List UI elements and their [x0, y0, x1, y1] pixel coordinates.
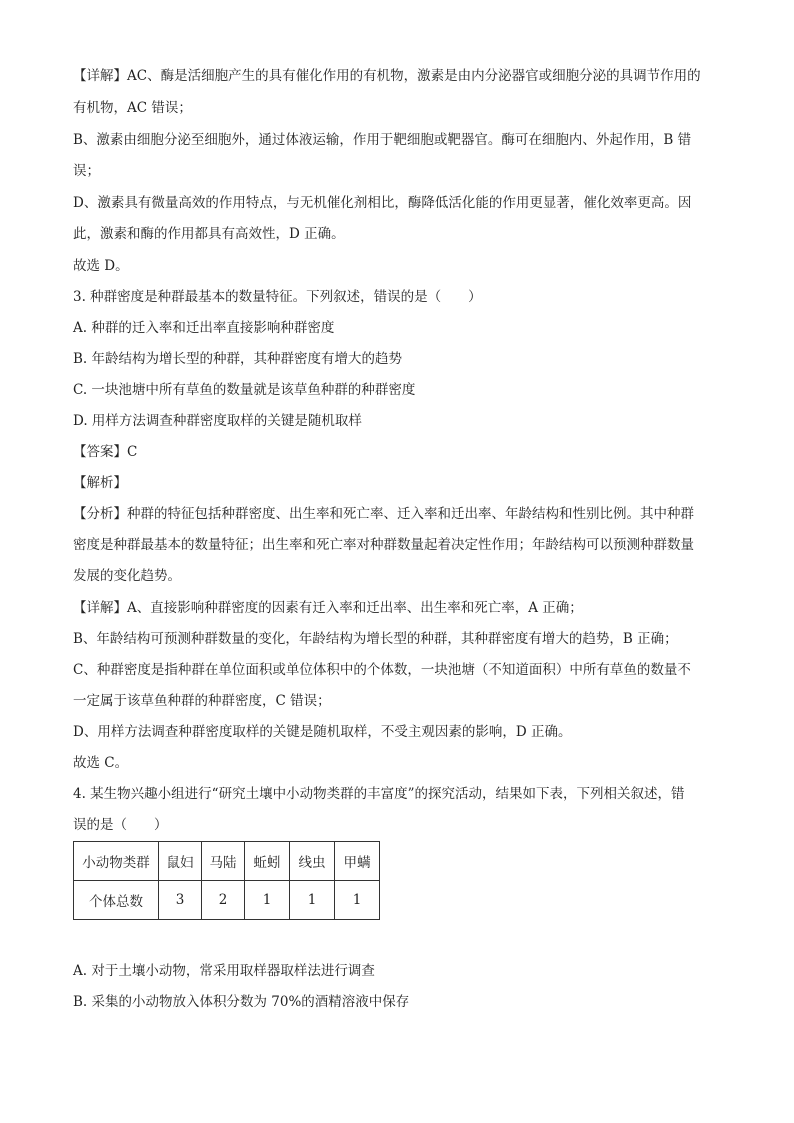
q3-option-c: C. 一块池塘中所有草鱼的数量就是该草鱼种群的种群密度 — [73, 382, 416, 398]
table-cell: 个体总数 — [74, 881, 159, 920]
q4-option-a: A. 对于土壤小动物，常采用取样器取样法进行调查 — [73, 963, 375, 979]
q3-answer: 【答案】C — [73, 444, 138, 460]
table-header-row — [74, 842, 380, 881]
q4-stem-line-1: 4. 某生物兴趣小组进行“研究土壤中小动物类群的丰富度”的探究活动，结果如下表，下列相关叙述，错 — [73, 786, 685, 802]
q3-option-b: B. 年龄结构为增长型的种群，其种群密度有增大的趋势 — [73, 351, 403, 367]
table-header-cell: 马陆 — [202, 842, 245, 881]
q3-detail-a: 【详解】A、直接影响种群密度的因素有迁入率和迁出率、出生率和死亡率，A 正确； — [73, 600, 583, 616]
q3-detail-c-line-1: C、种群密度是指种群在单位面积或单位体积中的个体数，一块池塘（不知道面积）中所有草鱼的数量不 — [73, 662, 691, 678]
q2-detail-b-line-1: B、激素由细胞分泌至细胞外，通过体液运输，作用于靶细胞或靶器官。酶可在细胞内、外起作用，B 错 — [73, 132, 692, 148]
q3-detail-d: D、用样方法调查种群密度取样的关键是随机取样，不受主观因素的影响，D 正确。 — [73, 724, 572, 740]
q3-stem: 3. 种群密度是种群最基本的数量特征。下列叙述，错误的是（ ） — [73, 289, 482, 305]
q2-detail-d-line-1: D、激素具有微量高效的作用特点，与无机催化剂相比，酶降低活化能的作用更显著，催化效率更高。因 — [73, 195, 692, 211]
table-cell: 2 — [202, 881, 245, 920]
table-header-cell: 鼠妇 — [159, 842, 202, 881]
table-cell: 1 — [335, 881, 380, 920]
table-header-cell: 甲螨 — [335, 842, 380, 881]
table-header-cell: 蚯蚓 — [245, 842, 290, 881]
table-cell: 3 — [159, 881, 202, 920]
q3-choose: 故选 C。 — [73, 755, 129, 771]
q4-stem-line-2: 误的是（ ） — [73, 817, 168, 833]
q2-choose: 故选 D。 — [73, 258, 129, 274]
q3-option-a: A. 种群的迁入率和迁出率直接影响种群密度 — [73, 320, 335, 336]
table-cell: 1 — [290, 881, 335, 920]
q2-detail-b-line-2: 误； — [73, 163, 100, 179]
q3-detail-b: B、年龄结构可预测种群数量的变化，年龄结构为增长型的种群，其种群密度有增大的趋势，B 正确； — [73, 631, 678, 647]
q2-detail-line-2: 有机物，AC 错误； — [73, 100, 192, 116]
table-header-cell: 线虫 — [290, 842, 335, 881]
q4-data-table — [73, 841, 380, 920]
q3-detail-c-line-2: 一定属于该草鱼种群的种群密度，C 错误； — [73, 693, 331, 709]
table-header-cell: 小动物类群 — [74, 842, 159, 881]
q2-detail-d-line-2: 此，激素和酶的作用都具有高效性，D 正确。 — [73, 226, 345, 242]
q2-detail-line-1: 【详解】AC、酶是活细胞产生的具有催化作用的有机物，激素是由内分泌器官或细胞分泌的具调节作用的 — [73, 68, 701, 84]
q3-analysis-line-2: 密度是种群最基本的数量特征；出生率和死亡率对种群数量起着决定性作用；年龄结构可以预测种群数量 — [73, 537, 694, 553]
table-row — [74, 881, 380, 920]
q3-analysis-line-1: 【分析】种群的特征包括种群密度、出生率和死亡率、迁入率和迁出率、年龄结构和性别比例。其中种群 — [73, 506, 694, 522]
q3-analysis-title: 【解析】 — [73, 475, 127, 491]
q3-option-d: D. 用样方法调查种群密度取样的关键是随机取样 — [73, 413, 362, 429]
table-cell: 1 — [245, 881, 290, 920]
q3-analysis-line-3: 发展的变化趋势。 — [73, 568, 181, 584]
q4-option-b: B. 采集的小动物放入体积分数为 70%的酒精溶液中保存 — [73, 994, 410, 1010]
